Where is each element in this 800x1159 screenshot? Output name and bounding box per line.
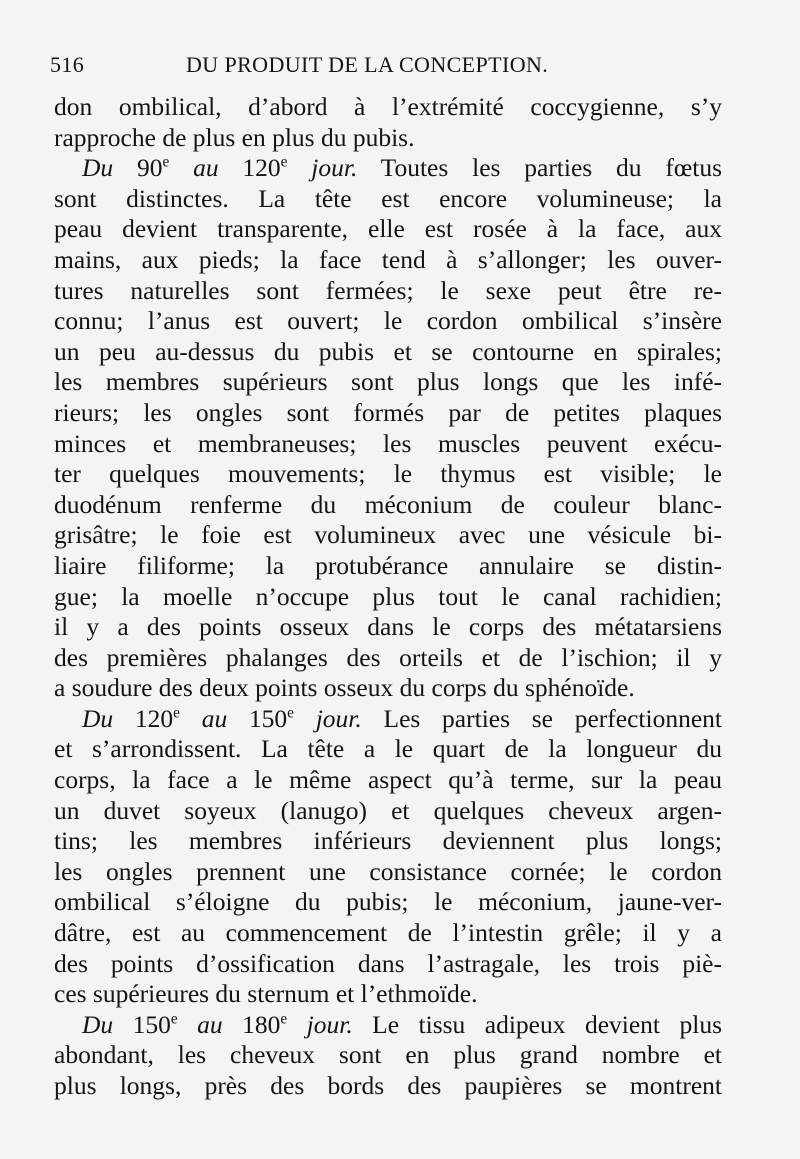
text-line: un peu au-dessus du pubis et se contourne en spirales; [54, 336, 722, 366]
running-title: DU PRODUIT DE LA CONCEPTION. [186, 52, 549, 77]
text-line: un duvet soyeux (lanugo) et quelques cheveux argen- [54, 795, 722, 825]
text-line: corps, la face a le même aspect qu’à terme, sur la peau [54, 765, 722, 795]
period-label: Du [82, 153, 114, 183]
running-head [50, 52, 730, 82]
text-line: tures naturelles sont fermées; le sexe peut être re- [54, 275, 722, 305]
paragraph-heading-line: Du 90e au 120e jour. Toutes les parties du fœtus [82, 153, 723, 183]
text-line: peau devient transparente, elle est rosée à la face, aux [54, 214, 722, 244]
page-number: 516 [50, 52, 85, 77]
text-line: rieurs; les ongles sont formés par de petites plaques [54, 397, 722, 427]
text-line: liaire filiforme; la protubérance annulaire se distin- [54, 550, 722, 580]
text-line: mains, aux pieds; la face tend à s’allonger; les ouver- [54, 244, 722, 274]
text-line: tins; les membres inférieurs deviennent plus longs; [54, 826, 722, 856]
text-line: a soudure des deux points osseux du corps du sphénoïde. [54, 673, 635, 703]
text-line: rapproche de plus en plus du pubis. [54, 122, 415, 152]
text-line: il y a des points osseux dans le corps des métatarsiens [54, 612, 722, 642]
text-line: des premières phalanges des orteils et de l’ischion; il y [54, 642, 722, 672]
text-line: gue; la moelle n’occupe plus tout le canal rachidien; [54, 581, 722, 611]
text-line: et s’arrondissent. La tête a le quart de la longueur du [54, 734, 722, 764]
text-line: sont distinctes. La tête est encore volumineuse; la [54, 183, 722, 213]
text-line: minces et membraneuses; les muscles peuvent exécu- [54, 428, 722, 458]
text-line: ter quelques mouvements; le thymus est visible; le [54, 459, 722, 489]
paragraph-heading-line: Du 120e au 150e jour. Les parties se perfectionnent [82, 703, 722, 733]
text-line: connu; l’anus est ouvert; le cordon ombilical s’insère [54, 306, 722, 336]
text-line: plus longs, près des bords des paupières se montrent [54, 1071, 722, 1100]
text-line: grisâtre; le foie est volumineux avec une vésicule bi- [54, 520, 722, 550]
text-line: ombilical s’éloigne du pubis; le méconium, jaune-ver- [54, 887, 722, 917]
text-line: abondant, les cheveux sont en plus grand nombre et [54, 1040, 722, 1070]
period-label: Du [82, 703, 114, 733]
text-line: les ongles prennent une consistance cornée; le cordon [54, 856, 722, 886]
text-line: ces supérieures du sternum et l’ethmoïde. [54, 979, 478, 1009]
body-text [54, 92, 722, 1102]
text-line: les membres supérieurs sont plus longs que les infé- [54, 367, 722, 397]
text-line: dâtre, est au commencement de l’intestin grêle; il y a [54, 918, 722, 948]
paragraph-heading-line: Du 150e au 180e jour. Le tissu adipeux devient plus [82, 1009, 722, 1039]
text-line: don ombilical, d’abord à l’extrémité coccygienne, s’y [54, 92, 722, 121]
period-label: Du [82, 1009, 114, 1039]
text-line: duodénum renferme du méconium de couleur blanc- [54, 489, 722, 519]
text-line: des points d’ossification dans l’astragale, les trois piè- [54, 948, 722, 978]
